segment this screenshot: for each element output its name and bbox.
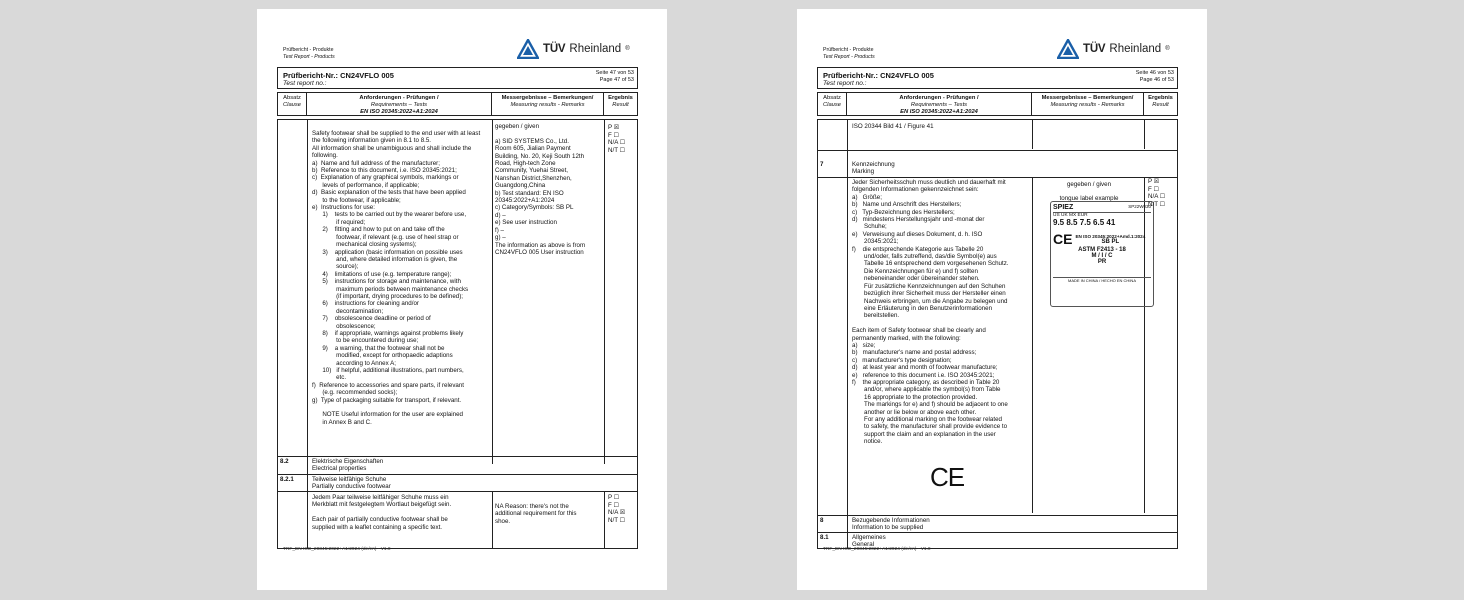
report-number: Prüfbericht-Nr.: CN24VFLO 005 xyxy=(823,71,934,80)
clause-title: Elektrische Eigenschaften Electrical properties xyxy=(312,458,384,473)
table-divider xyxy=(492,491,493,548)
requirement-text: Jeder Sicherheitsschuh muss deutlich und dauerhaft mit folgenden Informationen gekennzeichnet sein: a) Größe; b) Name und Anschrift des Herstellers; c) Typ-Bezeichnung des Herstellers; d) mindestens Herstellungsjahr und -monat der Schuhe; e) Verweisung auf dieses Dokument, d. h. ISO 20345:2021; f) die entsprechende Kategorie aus Tabelle 20 und/oder, falls zutreffend, das/die Symbol(e) aus Tabelle 16 entsprechend dem vorgesehenen Schutz. Die Kennzeichnungen für e) und f) sollten nebeneinander oder übereinander stehen. Für zusätzliche Kennzeichnungen auf den Schuhen bezüglich ihrer Sicherheit muss der Hersteller einen Nachweis erbringen, um die Angabe zu belegen und eine Erläuterung in den Benutzerinformationen bereitstellen. Each item of Safety footwear shall be clearly and permanently marked, with the following: a) size; b) manufacturer's name and postal address; c) manufacturer's type designation; d) at least year and month of footwear manufacture; e) reference to this document i.e. ISO 20345:2021; f) the appropriate category, as described in Table 20 and/or, where applicable the symbol(s) from Table 16 appropriate to the protection provided. The markings for e) and f) should be adjacent to one another or lie below or above each other. For any additional marking on the footwear related to safety, the manufacturer shall provide evidence to support the claim and an explanation in the user notice. xyxy=(852,179,1009,446)
col-requirements xyxy=(307,93,492,115)
ce-mark: CE xyxy=(930,462,965,492)
col-clause-de: Absatz xyxy=(823,95,841,101)
col-res-de: Ergebnis xyxy=(608,95,633,101)
col-meas-en: Measuring results - Remarks xyxy=(1050,101,1125,108)
table-divider xyxy=(847,120,848,548)
requirement-text: Jedem Paar teilweise leitfähiger Schuhe muss ein Merkblatt mit festgelegtem Wortlaut beigefügt sein. Each pair of partially conductive footwear shall be supplied with a leaflet containing a specific text. xyxy=(312,494,452,531)
table-divider xyxy=(1032,177,1033,513)
label-astm-classes: M / I / C xyxy=(1091,253,1113,259)
result-nt: N/T ☐ xyxy=(608,146,626,154)
result-fail: F ☐ xyxy=(1148,185,1160,193)
result-fail: F ☐ xyxy=(608,131,620,139)
table-divider xyxy=(492,120,493,464)
clause-title: Kennzeichnung Marking xyxy=(852,161,895,176)
clause-title: Allgemeines General xyxy=(852,534,886,549)
col-req-std: EN ISO 20345:2022+A1:2024 xyxy=(900,108,978,115)
result-checkboxes xyxy=(608,124,625,154)
result-na: N/A ☒ xyxy=(608,509,626,517)
col-clause-en: Clause xyxy=(282,101,302,108)
col-req-std: EN ISO 20345:2022+A1:2024 xyxy=(360,108,438,115)
header-en: Test Report - Products xyxy=(823,53,875,60)
tongue-label-image xyxy=(1050,201,1154,307)
page-footer: TRF_EN ISO_20345:2022+A1:2024 (de/en) - V1.0 xyxy=(823,547,931,552)
col-result xyxy=(1144,93,1177,115)
report-number-en: Test report no.: xyxy=(283,80,327,87)
col-meas-de: Messergebnisse – Bemerkungen/ xyxy=(1041,95,1134,101)
logo-rheinland-text: Rheinland xyxy=(569,43,622,55)
col-req-en: Requirements – Tests xyxy=(910,101,968,108)
table-divider xyxy=(604,120,605,464)
row-divider xyxy=(818,532,1177,533)
row-divider xyxy=(278,474,637,475)
logo-tuv-text: TÜV xyxy=(1083,43,1106,55)
measuring-given: gegeben / given xyxy=(1066,181,1112,188)
table-divider xyxy=(1032,120,1033,149)
measuring-result-text: gegeben / given a) SID SYSTEMS Co., Ltd. Room 605, Jialian Payment Building, No. 20, Keji South 12th Road, High-tech Zone Community, Yuehai Street, Nanshan District,Shenzhen, Guangdong,China b) Test standard: EN ISO 20345:2022+A1:2024 c) Category/Symbols: SB PL d) – e) See user instruction f) – g) – The information as above is from CN24VFLO 005 User instruction xyxy=(495,123,586,256)
measuring-result-text: NA Reason: there's not the additional requirement for this shoe. xyxy=(495,503,577,525)
result-pass: P ☐ xyxy=(608,494,620,501)
col-requirements xyxy=(847,93,1032,115)
label-ce-mark: CE xyxy=(1053,231,1073,247)
col-clause-de: Absatz xyxy=(283,95,301,101)
clause-title: Bezugebende Informationen Information to be supplied xyxy=(852,517,930,532)
col-result xyxy=(604,93,637,115)
col-clause-en: Clause xyxy=(822,101,842,108)
col-measuring xyxy=(492,93,604,115)
col-res-en: Result xyxy=(612,101,629,108)
table-divider xyxy=(307,120,308,548)
requirements-table xyxy=(277,119,638,549)
result-pass: P ☒ xyxy=(608,124,620,131)
label-standard-row xyxy=(1053,231,1151,247)
header-de: Prüfbericht - Produkte xyxy=(283,47,334,53)
clause-number: 8 xyxy=(820,517,824,524)
label-category: SB PL xyxy=(1101,238,1120,245)
requirements-table xyxy=(817,119,1178,549)
page-number-en: Page 47 of 53 xyxy=(599,76,634,83)
page-number-de: Seite 47 von 53 xyxy=(595,70,634,76)
clause-number: 8.2 xyxy=(280,458,289,465)
result-pass: P ☒ xyxy=(1148,178,1160,185)
header-en: Test Report - Products xyxy=(283,53,335,60)
label-size-header: US UK MX EUR xyxy=(1053,212,1151,218)
tuv-logo xyxy=(1057,39,1170,59)
row-divider xyxy=(818,150,1177,151)
label-standard: EN ISO 20345:2022+Amd.1:2024 xyxy=(1075,233,1146,239)
col-res-en: Result xyxy=(1152,101,1169,108)
logo-rheinland-text: Rheinland xyxy=(1109,43,1162,55)
column-header xyxy=(817,92,1178,116)
clause-number: 8.1 xyxy=(820,534,829,541)
row-divider xyxy=(278,456,637,457)
column-header xyxy=(277,92,638,116)
tuv-logo xyxy=(517,39,630,59)
logo-tuv-text: TÜV xyxy=(543,43,566,55)
result-na: N/A ☐ xyxy=(1148,193,1166,201)
report-number-box xyxy=(817,67,1178,89)
figure-reference: ISO 20344 Bild 41 / Figure 41 xyxy=(852,123,934,130)
report-number: Prüfbericht-Nr.: CN24VFLO 005 xyxy=(283,71,394,80)
result-nt: N/T ☐ xyxy=(1148,200,1166,208)
header-de: Prüfbericht - Produkte xyxy=(823,47,874,53)
label-astm: ASTM F2413 - 18 xyxy=(1078,247,1126,253)
report-page-right xyxy=(797,9,1207,590)
row-divider xyxy=(818,177,1177,178)
page-number xyxy=(1136,70,1174,83)
clause-number: 8.2.1 xyxy=(280,476,294,483)
row-divider xyxy=(278,491,637,492)
label-made-in: MADE IN CHINA / HECHO EN CHINA xyxy=(1053,277,1151,283)
tongue-label-caption: tongue label example xyxy=(1059,195,1119,202)
label-standard-block xyxy=(1075,234,1145,245)
page-number xyxy=(596,70,634,83)
tuv-triangle-icon xyxy=(1057,39,1079,59)
col-req-en: Requirements – Tests xyxy=(370,101,428,108)
row-divider xyxy=(818,515,1177,516)
label-sizes: 9.5 8.5 7.5 6.5 41 xyxy=(1053,218,1116,227)
report-header xyxy=(823,47,875,60)
label-brand: SPIEZ xyxy=(1053,204,1074,211)
col-meas-en: Measuring results - Remarks xyxy=(510,101,585,108)
result-checkboxes xyxy=(1148,178,1165,208)
result-checkboxes xyxy=(608,494,625,524)
logo-registered-mark: ® xyxy=(625,46,630,52)
table-divider xyxy=(604,491,605,548)
col-measuring xyxy=(1032,93,1144,115)
col-meas-de: Messergebnisse – Bemerkungen/ xyxy=(501,95,594,101)
result-na: N/A ☐ xyxy=(608,139,626,147)
report-page-left xyxy=(257,9,667,590)
report-header xyxy=(283,47,335,60)
col-req-de: Anforderungen - Prüfungen / xyxy=(899,95,979,101)
logo-registered-mark: ® xyxy=(1165,46,1170,52)
page-number-en: Page 46 of 53 xyxy=(1139,76,1174,83)
tuv-triangle-icon xyxy=(517,39,539,59)
label-astm-pr: PR xyxy=(1097,259,1107,265)
report-number-en: Test report no.: xyxy=(823,80,867,87)
result-nt: N/T ☐ xyxy=(608,516,626,524)
table-divider xyxy=(1144,120,1145,149)
col-clause xyxy=(278,93,307,115)
col-clause xyxy=(818,93,847,115)
page-number-de: Seite 46 von 53 xyxy=(1135,70,1174,76)
label-brand-row xyxy=(1053,204,1151,211)
requirement-text: Safety footwear shall be supplied to the end user with at least the following information given in 8.1 to 8.5. All information shall be unambiguous and shall include the following. a) Name and full address of the manufacturer; b) Reference to this document, i.e. ISO 20345:2021; c) Explanation of any graphical symbols, markings or levels of performance, if applicable; d) Basic explanation of the tests that have been applied to the footwear, if applicable; e) Instructions for use: 1) tests to be carried out by the wearer before use, if required; 2) fitting and how to put on and take off the footwear, if relevant (e.g. use of heel strap or mechanical closing systems); 3) application (basic information on possible uses and, where detailed information is given, the source); 4) limitations of use (e.g. temperature range); 5) instructions for storage and maintenance, with maximum periods between maintenance checks (if important, drying procedures to be defined); 6) instructions for cleaning and/or decontamination; 7) obsolescence deadline or period of obsolescence; 8) if appropriate, warnings against problems likely to be encountered during use; 9) a warning, that the footwear shall not be modified, except for orthopaedic adaptions according to Annex A; 10) if helpful, additional illustrations, part numbers, etc. f) Reference to accessories and spare parts, if relevant (e.g. recommended socks); g) Type of packaging suitable for transport, if relevant. NOTE Useful information for the user are explained in Annex B and C. xyxy=(312,130,481,426)
clause-title: Teilweise leitfähige Schuhe Partially conductive footwear xyxy=(312,476,391,491)
page-footer: TRF_EN ISO_20345:2022+A1:2024 (de/en) - V1.0 xyxy=(283,547,391,552)
report-number-box xyxy=(277,67,638,89)
col-req-de: Anforderungen - Prüfungen / xyxy=(359,95,439,101)
label-model: SP22W030 xyxy=(1128,204,1151,209)
result-fail: F ☐ xyxy=(608,501,620,509)
col-res-de: Ergebnis xyxy=(1148,95,1173,101)
clause-number: 7 xyxy=(820,161,824,168)
